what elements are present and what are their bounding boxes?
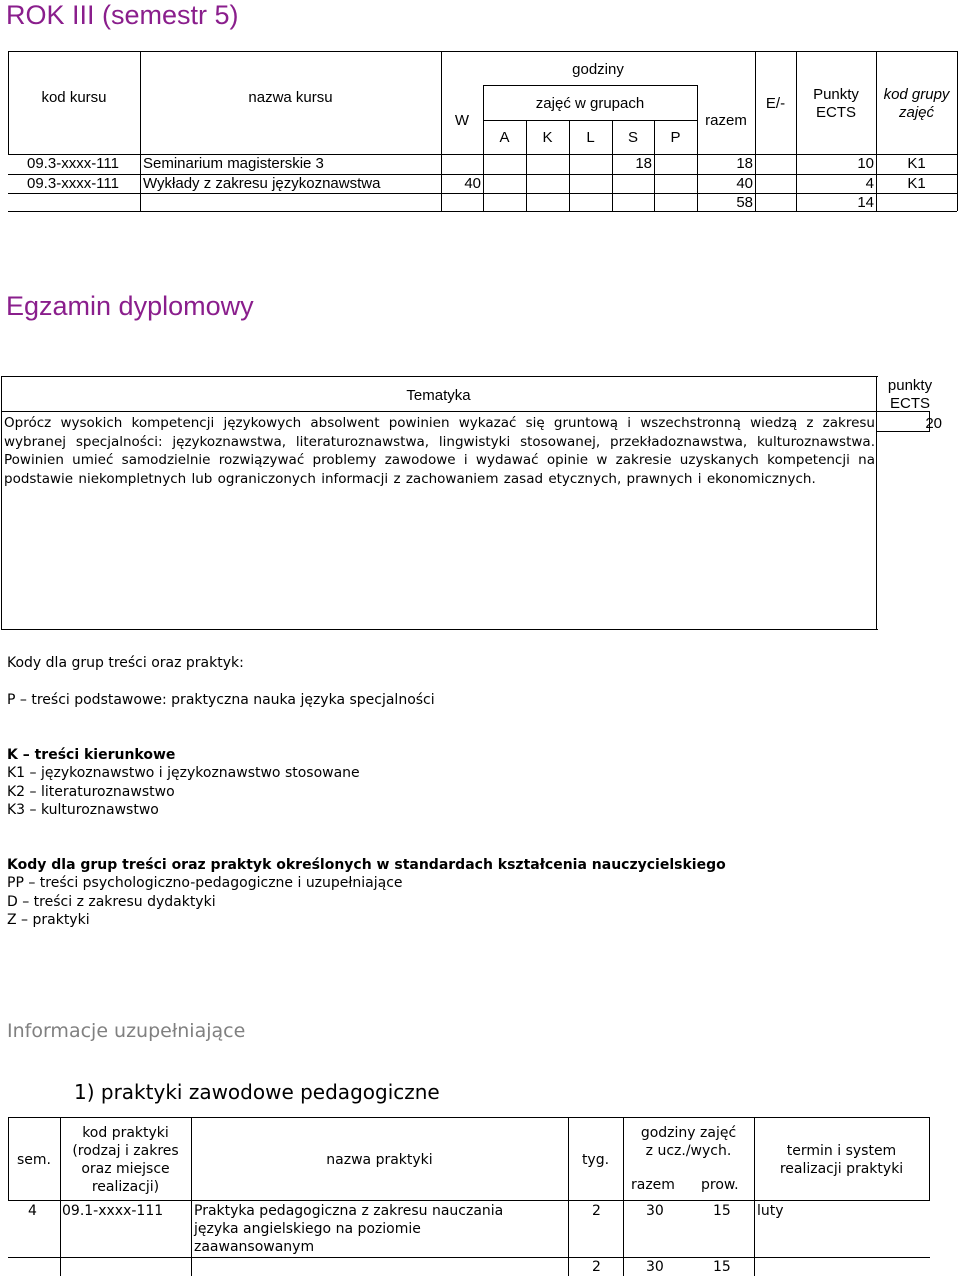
col-k: K	[542, 129, 553, 146]
col-sem: sem.	[17, 1152, 51, 1168]
total-razem: 58	[736, 194, 753, 211]
exam-header-tematyka: Tematyka	[406, 387, 471, 404]
col-a: A	[499, 129, 510, 146]
exam-title: Egzamin dyplomowy	[6, 291, 254, 321]
semester-title: ROK III (semestr 5)	[6, 0, 239, 30]
col-kod-grupy: kod grupy	[883, 86, 950, 103]
row-ects: 4	[865, 175, 874, 192]
col-punkty: Punkty	[813, 86, 859, 103]
col-p: P	[670, 129, 681, 146]
row-nazwa: Wykłady z zakresu językoznawstwa	[143, 175, 381, 192]
col-nazwa-kursu: nazwa kursu	[248, 89, 333, 106]
practice-title: 1) praktyki zawodowe pedagogiczne	[74, 1080, 440, 1104]
exam-points: 20	[925, 415, 942, 432]
codes-k2: K2 – literaturoznawstwo	[7, 784, 175, 800]
codes-d: D – treści z zakresu dydaktyki	[7, 894, 216, 910]
col-zajec: zajęć	[898, 104, 935, 121]
codes-k3: K3 – kulturoznawstwo	[7, 802, 159, 818]
col-prow: prow.	[701, 1177, 739, 1193]
codes-k1: K1 – językoznawstwo i językoznawstwo stosowane	[7, 765, 360, 781]
col-l: L	[586, 129, 595, 146]
col-zajec-w-grupach: zajęć w grupach	[535, 95, 645, 112]
row-kod: 09.3-xxxx-111	[27, 155, 119, 172]
row-tyg: 2	[592, 1203, 601, 1219]
col-razem: razem	[631, 1177, 675, 1193]
exam-description: Oprócz wysokich kompetencji językowych absolwent powinien wykazać się gruntową i wszechstronną wiedzą z zakresu wybranej specjalności: językoznawstwa, literaturoznawstwa, lingwistyki stosowanej, przekładoznawstwa, kulturoznawstwa. Powinien umieć samodzielnie rozwiązywać problemy zawodowe i wydawać opinie w zakresie uzyskanych kompetencji na podstawie niekompletnych lub ograniczonych informacji z zachowaniem zasad etycznych, prawnych i ekonomicznych.	[4, 415, 875, 487]
row-ects: 10	[857, 155, 874, 172]
col-kod-line3: oraz miejsce	[81, 1161, 170, 1177]
row-kod: 09.3-xxxx-111	[27, 175, 119, 192]
row-kod: 09.1-xxxx-111	[62, 1203, 164, 1219]
col-razem: razem	[705, 112, 747, 129]
row-razem: 40	[736, 175, 753, 192]
col-e: E/-	[765, 95, 786, 112]
total-razem: 30	[646, 1259, 664, 1275]
col-termin-line2: realizacji praktyki	[779, 1161, 904, 1177]
col-kod-line2: (rodzaj i zakres	[72, 1143, 179, 1159]
codes-pp: PP – treści psychologiczno-pedagogiczne i uzupełniające	[7, 875, 403, 891]
col-kod-line1: kod praktyki	[82, 1125, 169, 1141]
total-ects: 14	[857, 194, 874, 211]
col-nazwa-praktyki: nazwa praktyki	[326, 1152, 433, 1168]
row-grupa: K1	[907, 175, 926, 192]
row-termin: luty	[757, 1203, 784, 1219]
col-godziny-line2: z ucz./wych.	[645, 1143, 732, 1159]
row-s: 18	[635, 155, 652, 172]
col-kod-kursu: kod kursu	[41, 89, 107, 106]
codes-intro: Kody dla grup treści oraz praktyk:	[7, 655, 244, 671]
row-razem: 18	[736, 155, 753, 172]
row-nazwa-line3: zaawansowanym	[194, 1239, 315, 1255]
row-nazwa-line1: Praktyka pedagogiczna z zakresu nauczania	[194, 1203, 504, 1219]
codes-z: Z – praktyki	[7, 912, 90, 928]
row-w: 40	[464, 175, 481, 192]
col-godziny-line1: godziny zajęć	[640, 1125, 737, 1141]
info-title: Informacje uzupełniające	[7, 1020, 246, 1042]
col-ects: ECTS	[815, 104, 856, 121]
exam-header-ects: ECTS	[889, 395, 930, 412]
col-tyg: tyg.	[581, 1152, 610, 1168]
row-prow: 15	[713, 1203, 731, 1219]
total-tyg: 2	[592, 1259, 601, 1275]
codes-standards-heading: Kody dla grup treści oraz praktyk określonych w standardach kształcenia nauczycielskiego	[7, 857, 726, 873]
row-razem: 30	[646, 1203, 664, 1219]
row-nazwa-line2: języka angielskiego na poziomie	[194, 1221, 421, 1237]
row-nazwa: Seminarium magisterskie 3	[143, 155, 324, 172]
exam-header-punkty: punkty	[887, 377, 933, 394]
codes-k-heading: K – treści kierunkowe	[7, 747, 176, 763]
col-godziny: godziny	[572, 61, 624, 78]
col-termin-line1: termin i system	[786, 1143, 897, 1159]
total-prow: 15	[713, 1259, 731, 1275]
row-grupa: K1	[907, 155, 926, 172]
col-s: S	[627, 129, 638, 146]
row-sem: 4	[28, 1203, 37, 1219]
codes-p: P – treści podstawowe: praktyczna nauka języka specjalności	[7, 692, 435, 708]
col-w: W	[454, 112, 470, 129]
col-kod-line4: realizacji)	[91, 1179, 160, 1195]
